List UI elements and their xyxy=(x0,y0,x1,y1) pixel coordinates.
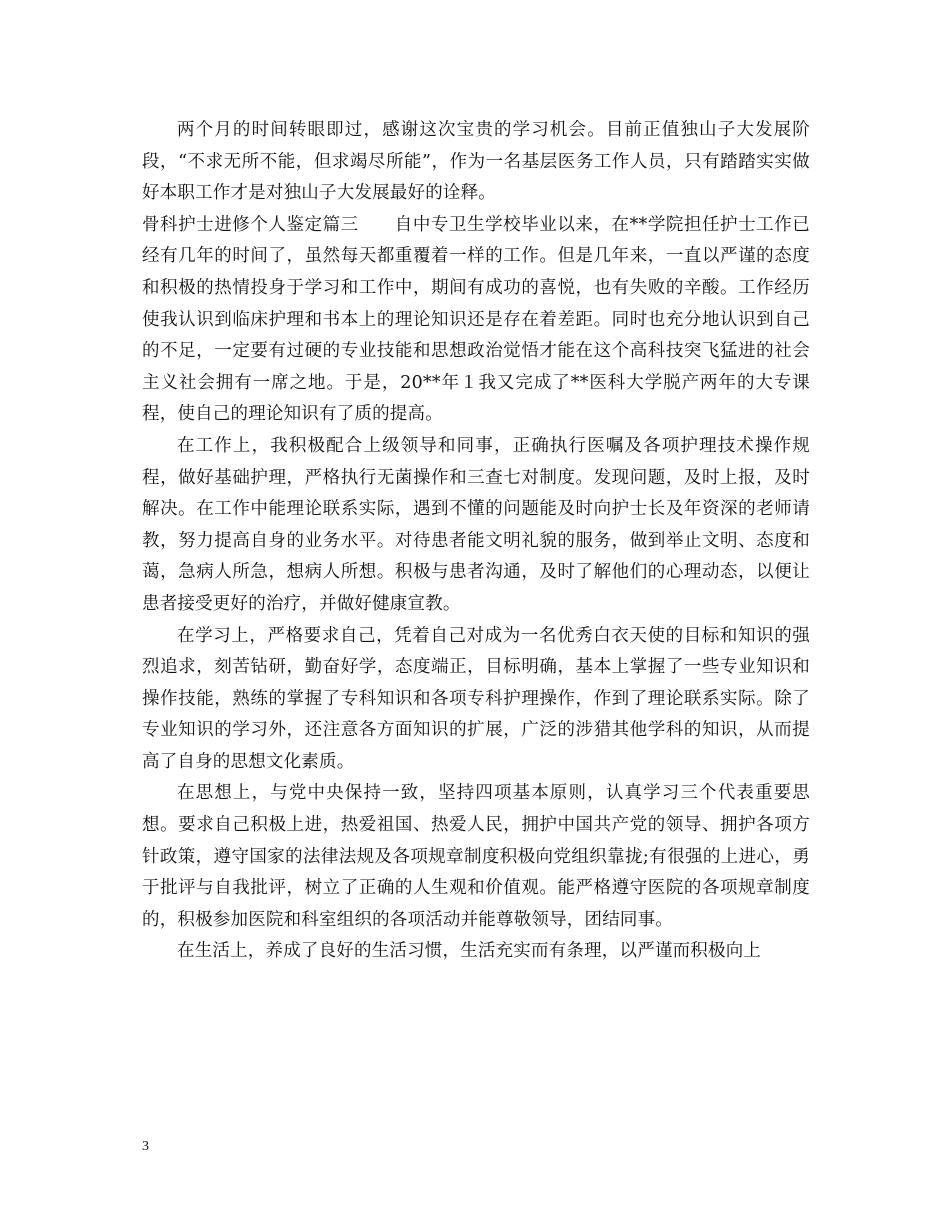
document-body xyxy=(142,115,810,968)
paragraph-intro-thanks: 两个月的时间转眼即过，感谢这次宝贵的学习机会。目前正值独山子大发展阶段，“不求无所不能，但求竭尽所能”，作为一名基层医务工作人员，只有踏踏实实做好本职工作才是对独山子大发展最好的诠释。 xyxy=(142,120,810,204)
paragraph-section-three: 骨科护士进修个人鉴定篇三 自中专卫生学校毕业以来，在**学院担任护士工作已经有几年的时间了，虽然每天都重覆着一样的工作。但是几年来，一直以严谨的态度和积极的热情投身于学习和工作中，期间有成功的喜悦，也有失败的辛酸。工作经历使我认识到临床护理和书本上的理论知识还是存在着差距。同时也充分地认识到自己的不足，一定要有过硬的专业技能和思想政治觉悟才能在这个高科技突飞猛进的社会主义社会拥有一席之地。于是，20**年１我又完成了**医科大学脱产两年的大专课程，使自己的理论知识有了质的提高。 xyxy=(142,214,810,425)
page-number: 3 xyxy=(142,1139,149,1154)
paragraph-thought: 在思想上，与党中央保持一致，坚持四项基本原则，认真学习三个代表重要思想。要求自己积极上进，热爱祖国、热爱人民，拥护中国共产党的领导、拥护各项方针政策，遵守国家的法律法规及各项规章制度积极向党组织靠拢;有很强的上进心，勇于批评与自我批评，树立了正确的人生观和价值观。能严格遵守医院的各项规章制度的，积极参加医院和科室组织的各项活动并能尊敬领导，团结同事。 xyxy=(142,783,810,930)
paragraph-work: 在工作上，我积极配合上级领导和同事，正确执行医嘱及各项护理技术操作规程，做好基础护理，严格执行无菌操作和三查七对制度。发现问题，及时上报，及时解决。在工作中能理论联系实际，遇到不懂的问题能及时向护士长及年资深的老师请教，努力提高自身的业务水平。对待患者能文明礼貌的服务，做到举止文明、态度和蔼，急病人所急，想病人所想。积极与患者沟通，及时了解他们的心理动态，以便让患者接受更好的治疗，并做好健康宣教。 xyxy=(142,435,810,614)
paragraph-study: 在学习上，严格要求自己，凭着自己对成为一名优秀白衣天使的目标和知识的强烈追求，刻苦钻研，勤奋好学，态度端正，目标明确，基本上掌握了一些专业知识和操作技能，熟练的掌握了专科知识和各项专科护理操作，作到了理论联系实际。除了专业知识的学习外，还注意各方面知识的扩展，广泛的涉猎其他学科的知识，从而提高了自身的思想文化素质。 xyxy=(142,625,810,772)
paragraph-life: 在生活上，养成了良好的生活习惯，生活充实而有条理，以严谨而积极向上 xyxy=(177,941,762,962)
